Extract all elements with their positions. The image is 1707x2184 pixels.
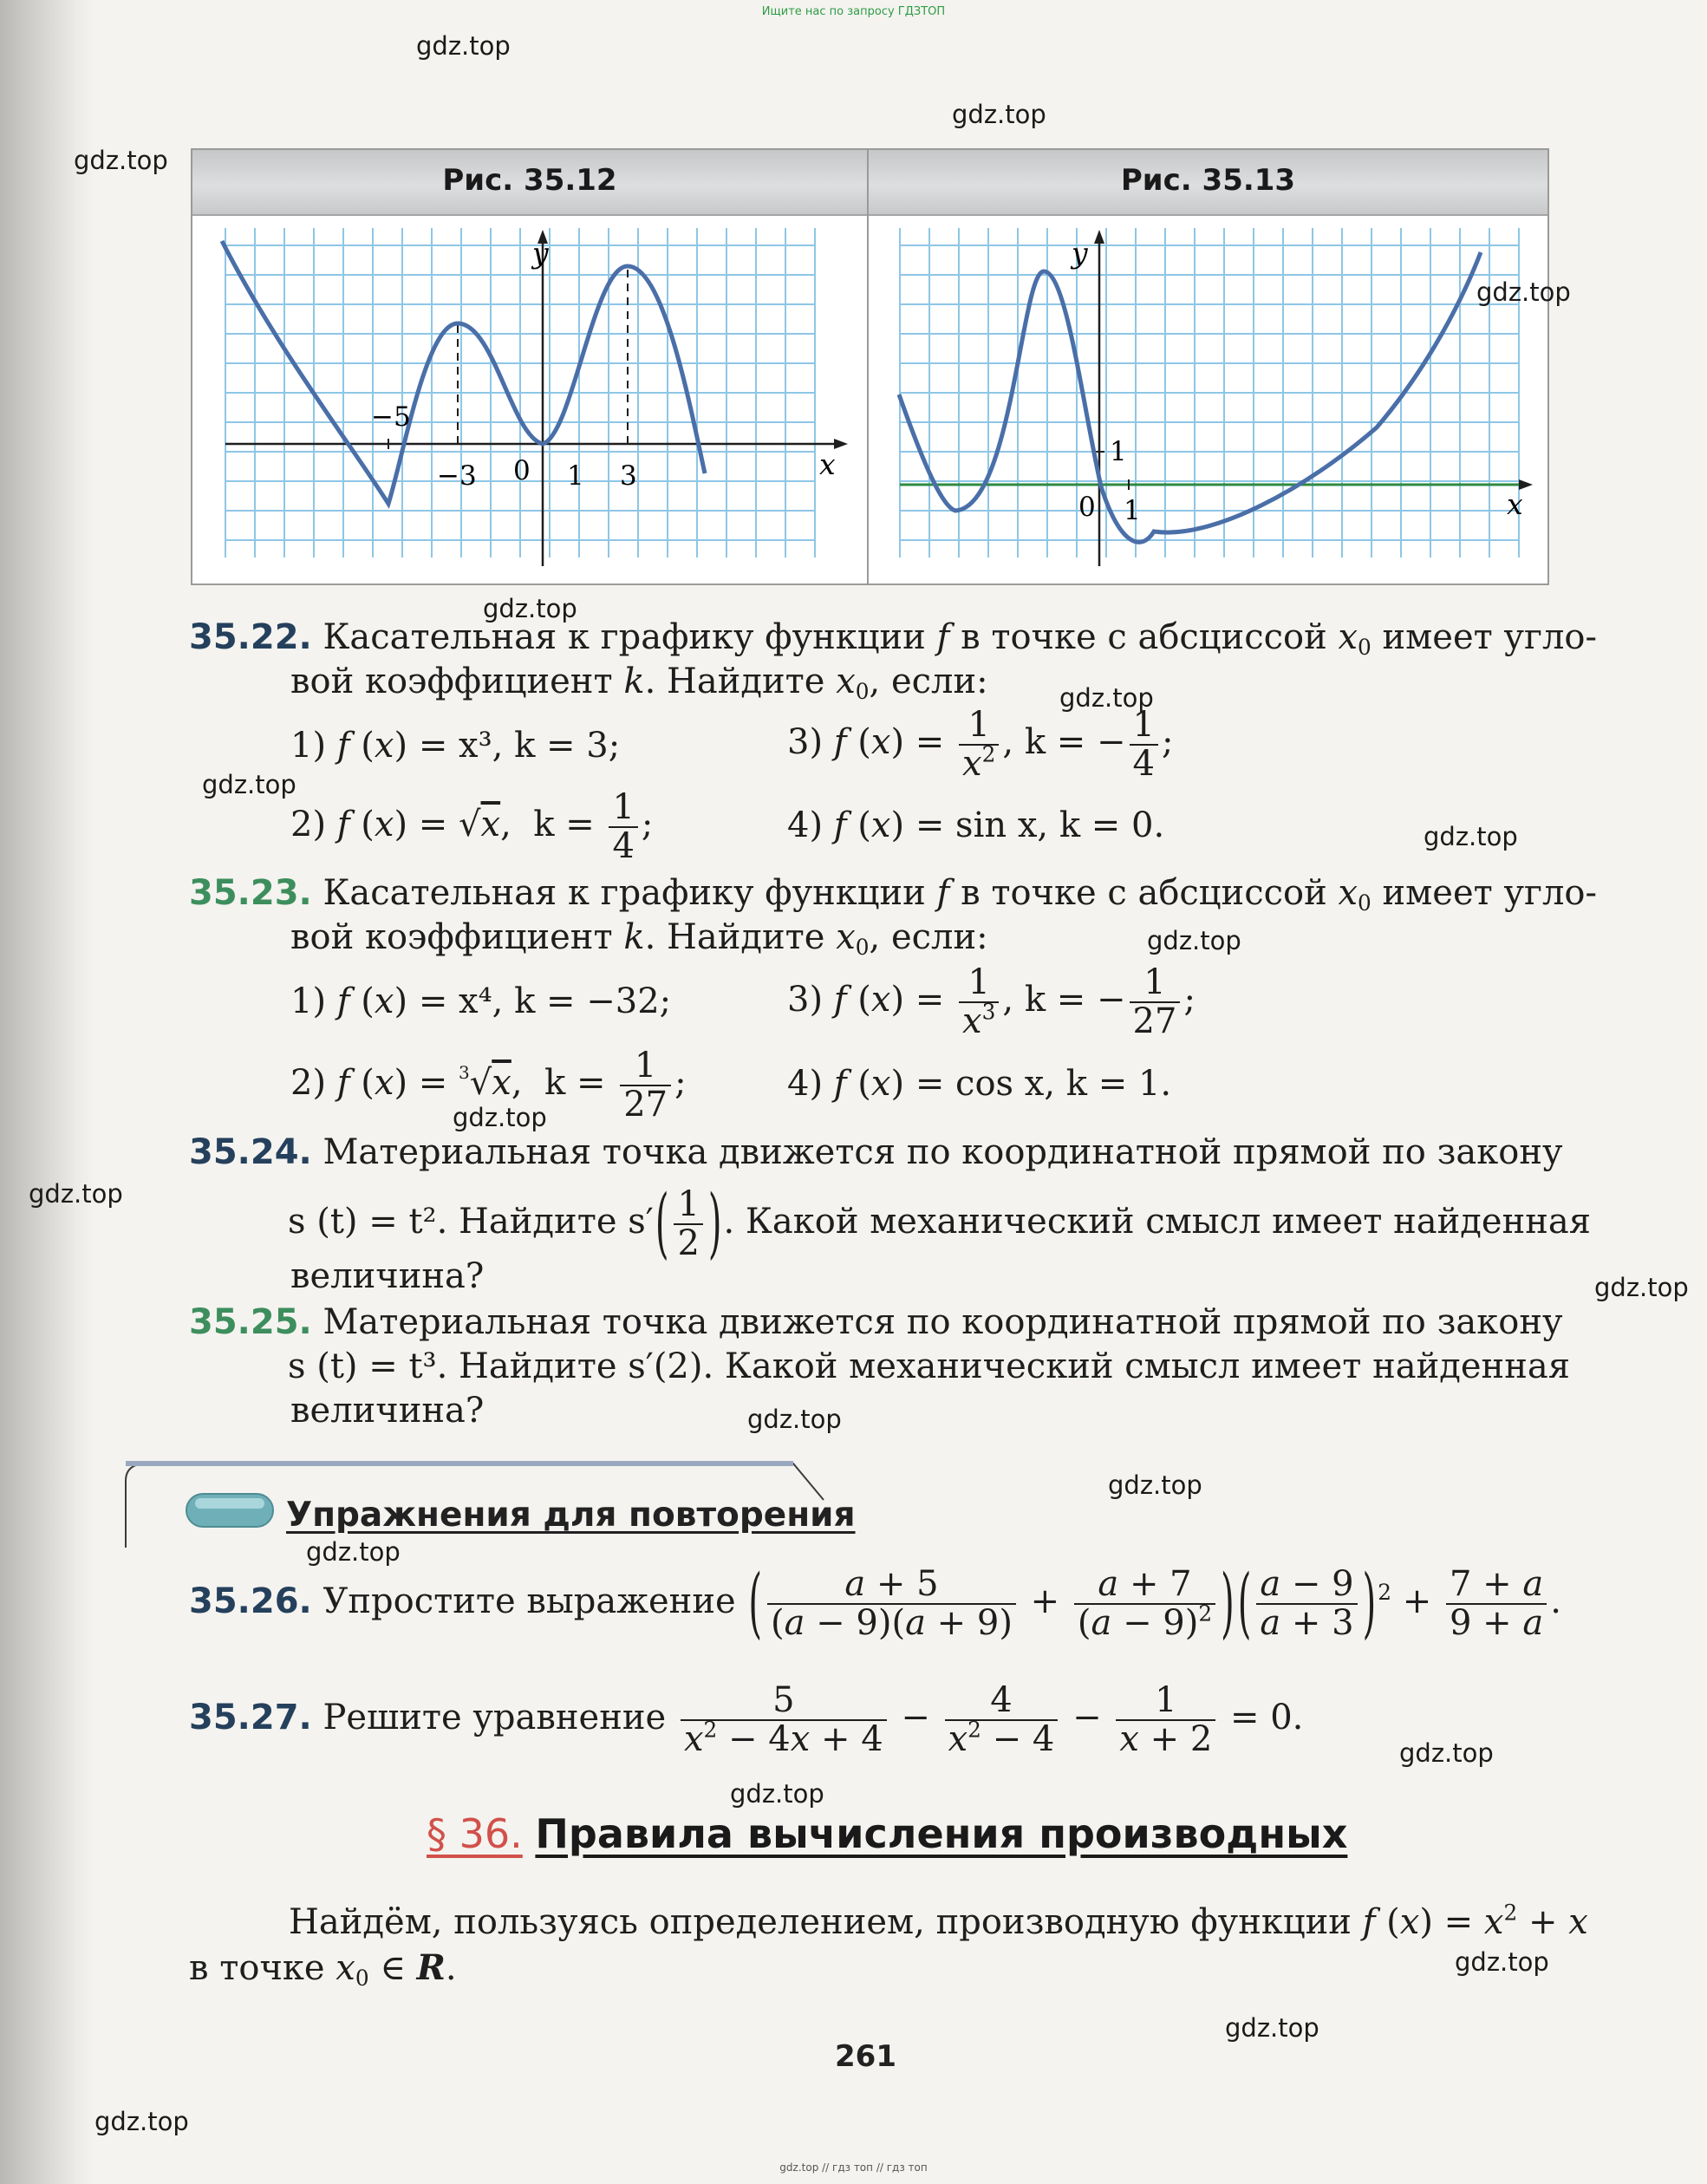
fraction-5-over: $\frac{5}{x^2 - 4x + 4}$ [681, 1682, 887, 1758]
fraction-1-over-27-b: $\frac{1}{27}$ [620, 1047, 671, 1124]
problem-35-23-item2: 2) f (x) = $^3$√x, k = $\frac{1}{27}$ ; [290, 1046, 687, 1125]
problem-35-22-item2: 2) f (x) = √x, k = $\frac{1}{4}$ ; [290, 787, 654, 867]
problem-35-22-item3: 3) f (x) = $\frac{1}{x^2}$ , k = − $\frac{1}{4}$ ; [787, 705, 1174, 785]
problem-35-23-line1: 35.23. Касательная к графику функции f в точке с абсциссой $x_0$ имеет угло- [189, 873, 1597, 916]
problem-35-22-text6: , если: [869, 662, 988, 701]
problem-35-23-number: 35.23. [189, 873, 312, 913]
problem-35-22-text3: имеет угло- [1382, 617, 1597, 657]
problem-35-24-text1: Материальная точка движется по координатной прямой по закону [323, 1132, 1563, 1172]
watermark: gdz.top [952, 100, 1046, 129]
watermark: gdz.top [483, 594, 577, 623]
fraction-1-over-27: $\frac{1}{27}$ [1130, 964, 1181, 1040]
fraction-a-plus-5: $\frac{a + 5}{(a - 9)(a + 9)}$ [767, 1566, 1016, 1642]
watermark: gdz.top [29, 1179, 123, 1209]
chart-35-13-x-label: x [1507, 487, 1523, 521]
watermark: gdz.top [1225, 2013, 1319, 2043]
chart-35-12-tick-label-0: 0 [513, 455, 531, 486]
problem-35-24-line2: s (t) = t². Найдите s′( $\frac{1}{2}$ ). Какой механический смысл имеет найденная [288, 1180, 1591, 1268]
problem-35-23-item1-text: = x⁴, k = −32; [418, 981, 672, 1021]
problem-35-25-line3: величина? [290, 1391, 485, 1431]
chart-35-13-curve [899, 252, 1481, 542]
footer-note: gdz.top // гдз топ // гдз топ [779, 2161, 928, 2174]
watermark: gdz.top [1424, 822, 1518, 851]
figure-panel [191, 148, 1549, 585]
problem-35-23-item2-label: 2) [290, 1063, 327, 1104]
problem-35-23-item4-label: 4) [787, 1064, 824, 1104]
problem-35-22-line2: вой коэффициент k. Найдите $x_0$, если: [290, 662, 988, 704]
chart-35-13-y-label: y [1072, 236, 1088, 270]
chart-35-13-grid [900, 228, 1519, 557]
fraction-1-over-2: $\frac{1}{2}$ [674, 1186, 702, 1262]
problem-35-23-line2: вой коэффициент k. Найдите $x_0$, если: [290, 917, 988, 960]
problem-35-23-text4: вой коэффициент [290, 917, 613, 957]
repetition-title: Упражнения для повторения [286, 1496, 856, 1535]
problem-35-23-text6: , если: [869, 917, 988, 957]
watermark: gdz.top [74, 146, 168, 175]
problem-35-23-item2-k: k = [544, 1063, 606, 1104]
problem-35-22-item1-text: = x³, k = 3; [418, 726, 621, 766]
chart-35-12-tick-label-minus3: −3 [437, 460, 477, 492]
chart-35-12-y-label: y [532, 236, 549, 270]
fraction-1-over-x3: $\frac{1}{x^3}$ [959, 964, 999, 1040]
problem-35-22-item2-k: k = [533, 805, 595, 845]
problem-35-23-item3-label: 3) [787, 980, 824, 1020]
problem-35-25-line2: s (t) = t³. Найдите s′(2). Какой механический смысл имеет найденная [288, 1346, 1570, 1386]
problem-35-22-item4: 4) f (x) = sin x, k = 0. [787, 805, 1165, 845]
watermark: gdz.top [1059, 683, 1154, 713]
problem-35-22-item2-label: 2) [290, 805, 327, 845]
header-note: Ищите нас по запросу ГДЗТОП [761, 5, 946, 18]
problem-35-27-text: Решите уравнение [323, 1698, 667, 1738]
problem-35-23-item3: 3) f (x) = $\frac{1}{x^3}$ , k = − $\frac{1}{27}$ ; [787, 962, 1196, 1042]
chart-35-12-x-label: x [819, 447, 836, 481]
problem-35-23-item4: 4) f (x) = cos x, k = 1. [787, 1064, 1172, 1104]
chart-35-13-y-arrow-icon [1094, 230, 1104, 244]
figure-divider [867, 150, 869, 583]
problem-35-23-text1: Касательная к графику функции [323, 873, 926, 913]
watermark: gdz.top [1455, 1947, 1549, 1977]
problem-35-27-number: 35.27. [189, 1698, 312, 1738]
fraction-a-minus-9: $\frac{a - 9}{a + 3}$ [1256, 1566, 1357, 1642]
watermark: gdz.top [1147, 926, 1241, 955]
problem-35-22-number: 35.22. [189, 617, 312, 657]
watermark: gdz.top [747, 1405, 842, 1434]
problem-35-22-item4-text: = sin x, k = 0. [915, 805, 1165, 845]
chart-35-12-tick-label-1: 1 [567, 460, 584, 492]
problem-35-22-item3-label: 3) [787, 722, 824, 763]
section-title: Правила вычисления производных [535, 1810, 1348, 1857]
problem-35-22-line1: 35.22. Касательная к графику функции f в точке с абсциссой $x_0$ имеет угло- [189, 617, 1597, 660]
problem-35-22-text2: в точке с абсциссой [961, 617, 1327, 657]
problem-35-24-line1 [189, 1132, 1563, 1172]
problem-35-24-text2b: . Какой механический смысл имеет найденная [723, 1202, 1591, 1242]
watermark: gdz.top [416, 31, 511, 61]
problem-35-22-text4: вой коэффициент [290, 662, 613, 701]
watermark: gdz.top [453, 1103, 547, 1132]
section-number: § 36. [427, 1810, 523, 1857]
problem-35-22-item1: 1) f (x) = x³, k = 3; [290, 726, 621, 766]
problem-35-22-item1-label: 1) [290, 726, 327, 766]
problem-35-22-text1: Касательная к графику функции [323, 617, 926, 657]
chart-35-13-tick-label-1-y: 1 [1110, 436, 1127, 467]
fraction-1-over-x-plus-2: $\frac{1}{x + 2}$ [1116, 1682, 1215, 1758]
chart-35-13-tick-label-1-x: 1 [1124, 495, 1141, 526]
problem-35-23-text5: . Найдите [644, 917, 825, 957]
watermark: gdz.top [1476, 277, 1571, 307]
fraction-4-over: $\frac{4}{x^2 - 4}$ [945, 1682, 1059, 1758]
problem-35-26-number: 35.26. [189, 1581, 312, 1622]
intro-line1: Найдём, пользуясь определением, производную функции f $(x) = x^2 + x$ [289, 1900, 1588, 1942]
intro-text2: в точке [189, 1948, 325, 1988]
problem-35-23-text3: имеет угло- [1382, 873, 1597, 913]
fig-35-13-title: Рис. 35.13 [1120, 163, 1296, 198]
fig-35-12-title: Рис. 35.12 [442, 163, 617, 198]
fraction-1-over-x2: $\frac{1}{x^2}$ [959, 707, 999, 783]
problem-35-22-item3-k: , k = − [1002, 722, 1126, 763]
watermark: gdz.top [1399, 1738, 1494, 1768]
problem-35-25-number: 35.25. [189, 1302, 312, 1342]
book-spine-shadow [0, 0, 95, 2184]
fraction-1-over-4-b: $\frac{1}{4}$ [609, 789, 637, 865]
problem-35-23-item4-text: = cos x, k = 1. [915, 1064, 1172, 1104]
intro-text1: Найдём, пользуясь определением, производную функции [289, 1902, 1352, 1942]
watermark: gdz.top [202, 770, 296, 799]
problem-35-24-number: 35.24. [189, 1132, 312, 1172]
problem-35-22-item4-label: 4) [787, 805, 824, 845]
chart-35-12-x-arrow-icon [834, 439, 848, 449]
page-number: 261 [835, 2039, 896, 2074]
chart-35-13-tick-label-0: 0 [1078, 492, 1096, 523]
fraction-1-over-4: $\frac{1}{4}$ [1130, 707, 1158, 783]
watermark: gdz.top [306, 1537, 401, 1567]
problem-35-26-text: Упростите выражение [323, 1581, 736, 1622]
chart-35-12 [199, 228, 858, 575]
chart-35-12-tick-label-3: 3 [620, 460, 637, 492]
fraction-7-plus-a: $\frac{7 + a}{9 + a}$ [1446, 1566, 1547, 1642]
problem-35-23-item1-label: 1) [290, 981, 327, 1021]
section-heading [427, 1810, 1347, 1857]
problem-35-27: 35.27. Решите уравнение $\frac{5}{x^2 - 4x + 4}$ − $\frac{4}{x^2 - 4}$ − $\frac{1}{x + 2}$ = 0. [189, 1680, 1304, 1760]
watermark: gdz.top [730, 1779, 824, 1809]
chart-35-13 [874, 228, 1541, 575]
problem-35-26: 35.26. Упростите выражение ( $\frac{a + 5}{(a - 9)(a + 9)}$ + $\frac{a + 7}{(a - 9)^2}$ ) ( $\frac{a - 9}{a + 3}$ )$^2$ + $\frac{7 + a}{9 + a}$ . [189, 1560, 1561, 1648]
problem-35-23-text2: в точке с абсциссой [961, 873, 1327, 913]
intro-line2: в точке $x_0$ ∈ R. [189, 1947, 457, 1991]
problem-35-22-text5: . Найдите [644, 662, 825, 701]
problem-35-25-line1 [189, 1302, 1563, 1342]
watermark: gdz.top [1594, 1273, 1689, 1302]
problem-35-24-text2a: s (t) = t². Найдите s′ [288, 1202, 654, 1242]
watermark: gdz.top [1108, 1470, 1202, 1500]
fraction-a-plus-7: $\frac{a + 7}{(a - 9)^2}$ [1074, 1566, 1215, 1642]
problem-35-23-item1: 1) f (x) = x⁴, k = −32; [290, 981, 672, 1021]
problem-35-24-line3: величина? [290, 1256, 485, 1296]
watermark: gdz.top [94, 2107, 189, 2136]
problem-35-23-item3-k: , k = − [1002, 980, 1126, 1020]
problem-35-25-text1: Материальная точка движется по координатной прямой по закону [323, 1302, 1563, 1342]
chart-35-12-tick-label-minus5: −5 [371, 401, 411, 433]
